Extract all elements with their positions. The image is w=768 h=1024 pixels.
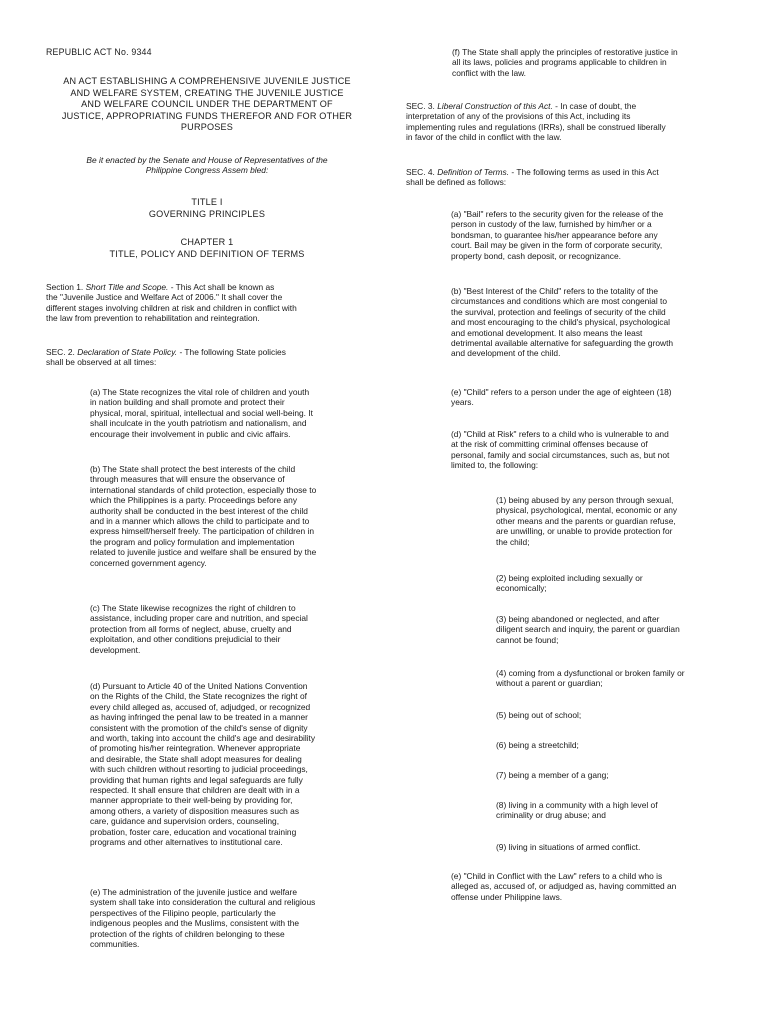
risk-line: diligent search and inquiry, the parent or guardian — [496, 624, 680, 635]
policy-line: every child alleged as, accused of, adjudged, or recognized — [90, 701, 311, 712]
section-1-heading: Short Title and Scope. — [85, 282, 169, 292]
policy-line: (e) The administration of the juvenile justice and welfare — [90, 887, 298, 897]
policy-b — [90, 464, 380, 568]
policy-a — [90, 387, 380, 439]
act-number: REPUBLIC ACT No. 9344 — [46, 47, 152, 57]
policy-line: among others, a variety of disposition measures such as — [90, 805, 300, 816]
policy-line: authority shall be conducted in the best interest of the child — [90, 505, 308, 516]
definition-line: court. Bail may be given in the form of corporate security, — [451, 240, 663, 251]
policy-line: indigenous peoples and the Muslims, consistent with the — [90, 918, 300, 929]
section-1-text: - This Act shall be known as — [168, 282, 275, 292]
policy-line: respected. It shall ensure that children are dealt with in a — [90, 785, 300, 796]
definition-child — [451, 387, 729, 408]
definition-line: personal, family and social circumstances, such as, but not — [451, 449, 670, 460]
risk-line: (5) being out of school; — [496, 710, 582, 720]
section-4-text: - The following terms as used in this Act — [509, 167, 659, 177]
risk-line: physical, psychological, mental, economic or any — [496, 505, 678, 516]
policy-line: (b) The State shall protect the best interests of the child — [90, 464, 296, 474]
section-3-line: in favor of the child in conflict with the law. — [406, 132, 562, 143]
section-1-line: different stages involving children at risk and children in conflict with — [46, 302, 297, 313]
policy-line: as having infringed the penal law to be treated in a manner — [90, 712, 308, 723]
definition-line: (d) "Child at Risk" refers to a child who is vulnerable to and — [451, 429, 669, 439]
act-title-line: PURPOSES — [180, 122, 234, 133]
risk-item-3 — [496, 614, 726, 645]
section-3-text: - In case of doubt, the — [552, 101, 637, 111]
title-number: TITLE I — [191, 197, 223, 207]
act-title-line: JUSTICE, APPROPRIATING FUNDS THEREFOR AND FOR OTHER — [61, 110, 353, 121]
policy-line: physical, moral, spiritual, intellectual and social well-being. It — [90, 407, 313, 418]
risk-item-4 — [496, 668, 728, 689]
risk-item-8 — [496, 800, 726, 821]
risk-item-5 — [496, 710, 726, 720]
policy-line: with such children without resorting to judicial proceedings, — [90, 764, 308, 775]
policy-line: encourage their involvement in public and civic affairs. — [90, 428, 291, 439]
policy-line: all its laws, policies and programs applicable to children in — [452, 57, 667, 68]
policy-line: consistent with the promotion of the child's sense of dignity — [90, 722, 308, 733]
definition-line: the survival, protection and feelings of security of the child — [451, 306, 666, 317]
definition-line: (e) "Child" refers to a person under the age of eighteen (18) — [451, 387, 672, 397]
definition-line: (a) "Bail" refers to the security given for the release of the — [451, 209, 664, 219]
definition-line: and emotional development. It also means the least — [451, 327, 643, 338]
policy-line: communities. — [90, 939, 140, 950]
section-3-line: implementing rules and regulations (IRRs), shall be construed liberally — [406, 121, 666, 132]
section-2-line: shall be observed at all times: — [46, 357, 157, 368]
definition-line: at the risk of committing criminal offenses because of — [451, 439, 648, 450]
definition-bail — [451, 209, 729, 261]
policy-line: (c) The State likewise recognizes the right of children to — [90, 603, 296, 613]
policy-line: which the Philippines is a party. Proceedings before any — [90, 495, 298, 506]
policy-line: programs and other alternatives to institutional care. — [90, 837, 283, 848]
section-2-number: SEC. 2. — [46, 347, 75, 357]
policy-line: related to juvenile justice and welfare shall be ensured by the — [90, 547, 317, 558]
section-3-line: interpretation of any of the provisions of this Act, including its — [406, 111, 631, 122]
policy-line: assistance, including proper care and nutrition, and special — [90, 613, 308, 624]
definition-line: property bond, cash deposit, or recognizance. — [451, 250, 621, 261]
risk-line: (7) being a member of a gang; — [496, 770, 609, 780]
risk-line: criminality or drug abuse; and — [496, 810, 606, 821]
section-4-number: SEC. 4. — [406, 167, 435, 177]
definition-line: years. — [451, 397, 474, 408]
definition-line: (b) "Best Interest of the Child" refers to the totality of the — [451, 286, 659, 296]
risk-item-2 — [496, 573, 726, 594]
policy-line: international standards of child protection, especially those to — [90, 484, 317, 495]
policy-line: development. — [90, 644, 141, 655]
title-name: GOVERNING PRINCIPLES — [148, 208, 266, 219]
risk-line: the child; — [496, 536, 530, 547]
title-heading — [46, 197, 368, 220]
section-2-heading: Declaration of State Policy. — [77, 347, 178, 357]
section-2-line — [46, 347, 368, 357]
policy-line: care, guidance and supervision orders, counseling, — [90, 816, 280, 827]
risk-line: (1) being abused by any person through sexual, — [496, 495, 674, 505]
policy-line: (d) Pursuant to Article 40 of the United Nations Convention — [90, 681, 308, 691]
policy-line: system shall take into consideration the cultural and religious — [90, 897, 316, 908]
definition-line: alleged as, accused of, or adjudged as, having committed an — [451, 881, 677, 892]
section-2 — [46, 347, 368, 368]
section-1-number: Section 1. — [46, 282, 84, 292]
risk-line: are unwilling, or unable to provide protection for — [496, 526, 673, 537]
policy-line: protection from all forms of neglect, abuse, cruelty and — [90, 623, 292, 634]
policy-line: protection of the rights of children belonging to these — [90, 928, 285, 939]
policy-line: shall inculcate in the youth patriotism and nationalism, and — [90, 418, 307, 429]
definition-child-at-risk — [451, 429, 729, 471]
section-4-heading: Definition of Terms. — [437, 167, 510, 177]
definition-child-in-conflict — [451, 871, 729, 902]
definition-line: (e) "Child in Conflict with the Law" refers to a child who is — [451, 871, 663, 881]
policy-line: (f) The State shall apply the principles of restorative justice in — [452, 47, 678, 57]
section-1-line: the "Juvenile Justice and Welfare Act of 2006." It shall cover the — [46, 292, 283, 303]
section-3-heading: Liberal Construction of this Act. — [437, 101, 553, 111]
policy-d — [90, 681, 380, 848]
definition-line: offense under Philippine laws. — [451, 891, 563, 902]
risk-line: (3) being abandoned or neglected, and after — [496, 614, 660, 624]
enact-line: Be it enacted by the Senate and House of Representatives of the — [86, 155, 328, 165]
chapter-number: CHAPTER 1 — [180, 237, 234, 247]
definition-line: detrimental available alternative for safeguarding the growth — [451, 338, 674, 349]
risk-line: (6) being a streetchild; — [496, 740, 579, 750]
policy-e — [90, 887, 380, 949]
enact-line: Philippine Congress Assem bled: — [145, 165, 269, 176]
definition-line: circumstances and conditions which are most congenial to — [451, 296, 667, 307]
enacting-clause — [46, 155, 368, 176]
policy-line: and worth, taking into account the child's age and desirability — [90, 733, 316, 744]
policy-f — [452, 47, 730, 78]
risk-item-9 — [496, 842, 726, 852]
policy-line: of promoting his/her reintegration. Whenever appropriate — [90, 743, 301, 754]
definition-line: bondsman, to guarantee his/her appearance before any — [451, 229, 658, 240]
risk-line: economically; — [496, 583, 547, 594]
policy-line: express himself/herself freely. The participation of children in — [90, 526, 315, 537]
policy-line: providing that human rights and legal safeguards are fully — [90, 774, 303, 785]
policy-line: conflict with the law. — [452, 67, 527, 78]
chapter-name: TITLE, POLICY AND DEFINITION OF TERMS — [109, 248, 305, 259]
policy-c — [90, 603, 380, 655]
policy-line: through measures that will ensure the observance of — [90, 474, 285, 485]
risk-line: cannot be found; — [496, 634, 559, 645]
policy-line: concerned government agency. — [90, 557, 207, 568]
act-title — [46, 76, 368, 134]
act-title-line: AND WELFARE SYSTEM, CREATING THE JUVENILE JUSTICE — [70, 87, 344, 98]
definition-line: limited to, the following: — [451, 460, 539, 471]
risk-line: (4) coming from a dysfunctional or broken family or — [496, 668, 685, 678]
risk-item-6 — [496, 740, 726, 750]
act-title-line: AN ACT ESTABLISHING A COMPREHENSIVE JUVENILE JUSTICE — [63, 76, 351, 86]
policy-line: and in a manner which allows the child to participate and to — [90, 516, 310, 527]
definition-line: person in custody of the law, furnished by him/her or a — [451, 219, 652, 230]
definition-line: and development of the child. — [451, 348, 561, 359]
risk-line: (2) being exploited including sexually or — [496, 573, 643, 583]
chapter-heading — [46, 237, 368, 260]
policy-line: the program and policy formulation and implementation — [90, 536, 295, 547]
section-4 — [406, 167, 726, 188]
section-3-line — [406, 101, 726, 111]
policy-line: (a) The State recognizes the vital role of children and youth — [90, 387, 310, 397]
definition-best-interest — [451, 286, 729, 359]
section-3-number: SEC. 3. — [406, 101, 435, 111]
section-3 — [406, 101, 726, 143]
policy-line: manner appropriate to their well-being by providing for, — [90, 795, 293, 806]
section-4-line — [406, 167, 726, 177]
policy-line: and desirable, the State shall adopt measures for dealing — [90, 753, 302, 764]
risk-line: other means and the parents or guardian refuse, — [496, 515, 676, 526]
section-1-line: the law from prevention to rehabilitation and reintegration. — [46, 313, 260, 324]
policy-line: perspectives of the Filipino people, particularly the — [90, 907, 276, 918]
policy-line: on the Rights of the Child, the State recognizes the right of — [90, 691, 307, 702]
risk-item-7 — [496, 770, 726, 780]
policy-line: probation, foster care, education and vocational training — [90, 826, 297, 837]
section-1-line — [46, 282, 368, 292]
section-4-line: shall be defined as follows: — [406, 177, 507, 188]
risk-item-1 — [496, 495, 726, 547]
risk-line: (9) living in situations of armed conflict. — [496, 842, 641, 852]
definition-line: and most encouraging to the child's physical, psychological — [451, 317, 671, 328]
section-2-text: - The following State policies — [177, 347, 286, 357]
policy-line: exploitation, and other conditions prejudicial to their — [90, 634, 281, 645]
section-1 — [46, 282, 368, 324]
risk-line: without a parent or guardian; — [496, 678, 603, 689]
act-title-line: AND WELFARE COUNCIL UNDER THE DEPARTMENT OF — [81, 99, 333, 110]
policy-line: in nation building and shall promote and protect their — [90, 397, 285, 408]
risk-line: (8) living in a community with a high level of — [496, 800, 658, 810]
